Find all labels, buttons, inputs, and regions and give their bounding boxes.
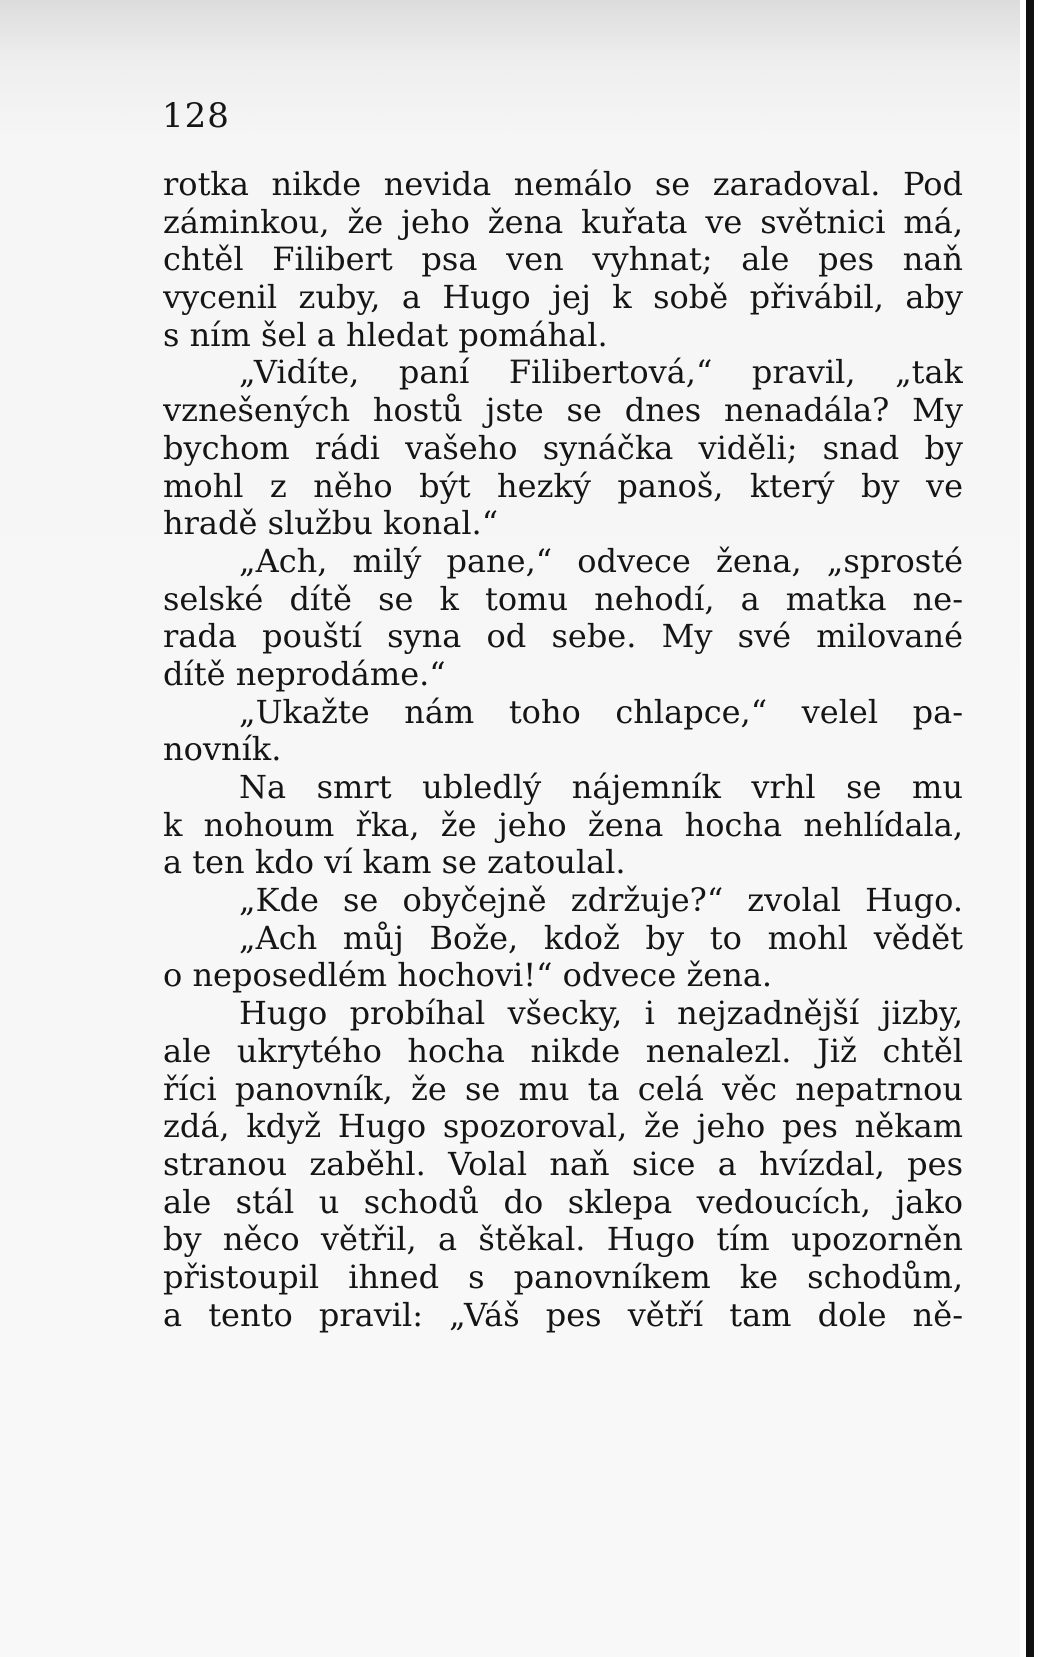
- text-line: selské dítě se k tomu nehodí, a matka ne-: [163, 580, 963, 618]
- text-line: Hugo probíhal všecky, i nejzadnější jizby,: [239, 995, 963, 1033]
- text-line: a tento pravil: „Váš pes větří tam dole ně-: [163, 1296, 963, 1334]
- text-line: „Ach můj Bože, kdož by to mohl vědět: [239, 919, 963, 957]
- text-line: „Kde se obyčejně zdržuje?“ zvolal Hugo.: [239, 882, 963, 920]
- text-line: rada pouští syna od sebe. My své milované: [163, 618, 963, 656]
- text-line: o neposedlém hochovi!“ odvece žena.: [163, 957, 773, 995]
- text-line: Na smrt ubledlý nájemník vrhl se mu: [239, 769, 963, 806]
- text-line: a ten kdo ví kam se zatoulal.: [163, 844, 626, 882]
- text-line: stranou zaběhl. Volal naň sice a hvízdal, pes: [163, 1145, 963, 1183]
- text-line: „Ukažte nám toho chlapce,“ velel pa-: [239, 693, 963, 731]
- body-text: [163, 166, 963, 1334]
- text-line: chtěl Filibert psa ven vyhnat; ale pes naň: [163, 241, 963, 279]
- text-line: vycenil zuby, a Hugo jej k sobě přivábil, aby: [163, 279, 963, 317]
- text-line: rotka nikde nevida nemálo se zaradoval. Pod: [163, 166, 963, 203]
- text-line: záminkou, že jeho žena kuřata ve světnici má,: [163, 203, 963, 241]
- text-line: ale ukrytého hocha nikde nenalezl. Již chtěl: [163, 1032, 963, 1070]
- text-line: „Ach, milý pane,“ odvece žena, „sprosté: [239, 542, 963, 580]
- text-line: vznešených hostů jste se dnes nenadála? My: [163, 392, 963, 430]
- text-line: mohl z něho být hezký panoš, který by ve: [163, 467, 963, 505]
- text-line: ale stál u schodů do sklepa vedoucích, jako: [163, 1183, 963, 1221]
- text-line: dítě neprodáme.“: [163, 655, 446, 693]
- text-line: zdá, když Hugo spozoroval, že jeho pes někam: [163, 1108, 963, 1146]
- text-line: novník.: [163, 731, 282, 769]
- text-line: hradě službu konal.“: [163, 505, 499, 543]
- text-line: přistoupil ihned s panovníkem ke schodům,: [163, 1258, 963, 1296]
- text-line: „Vidíte, paní Filibertová,“ pravil, „tak: [239, 354, 963, 392]
- binding-shadow: [1026, 0, 1034, 1657]
- text-line: bychom rádi vašeho synáčka viděli; snad by: [163, 429, 963, 467]
- page-number: 128: [162, 96, 230, 136]
- text-line: k nohoum řka, že jeho žena hocha nehlídala,: [163, 806, 963, 844]
- text-line: říci panovník, že se mu ta celá věc nepatrnou: [163, 1070, 963, 1108]
- text-line: s ním šel a hledat pomáhal.: [163, 316, 608, 354]
- text-line: by něco větřil, a štěkal. Hugo tím upozorněn: [163, 1221, 963, 1259]
- page-edge: [1020, 0, 1058, 1657]
